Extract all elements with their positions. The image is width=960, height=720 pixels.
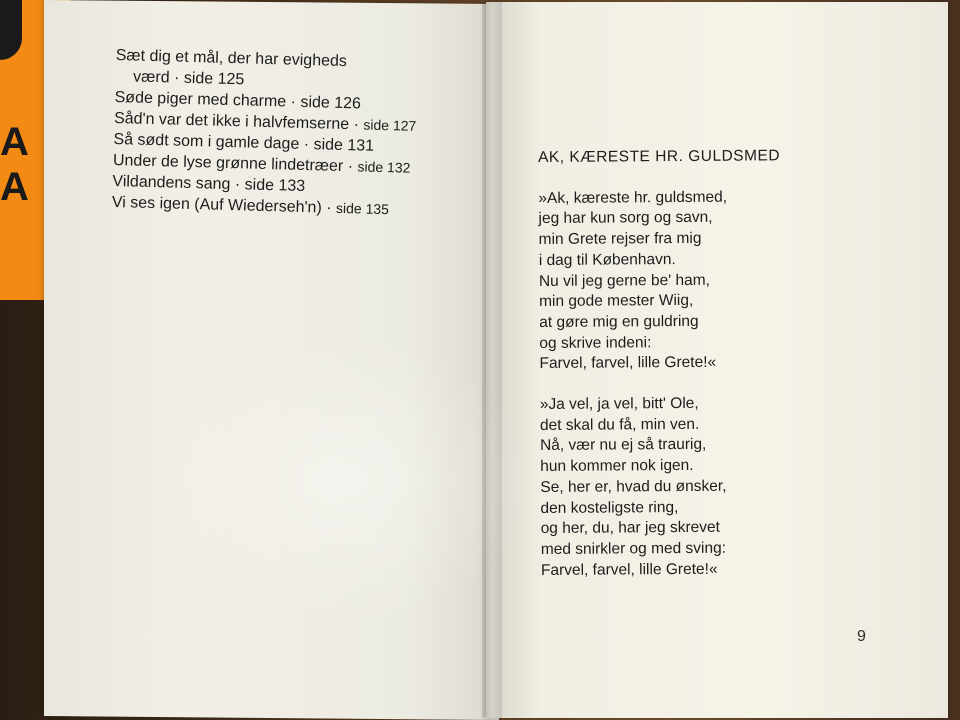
toc-page-ref: side 135 bbox=[335, 199, 390, 218]
toc-page-ref: side 132 bbox=[357, 158, 411, 176]
toc-page-ref: side 131 bbox=[313, 136, 375, 155]
verse-line: »Ak, kæreste hr. guldsmed, bbox=[538, 188, 728, 207]
verse-line: og skrive indeni: bbox=[539, 333, 652, 352]
verse-line: Nu vil jeg gerne be' ham, bbox=[538, 271, 710, 290]
song-text bbox=[538, 145, 921, 601]
toc-entry-title: Vi ses igen (Auf Wiederseh'n) bbox=[111, 193, 322, 217]
verse-line: at gøre mig en guldring bbox=[539, 312, 699, 331]
verse-line: det skal du få, min ven. bbox=[539, 415, 700, 434]
toc-separator: · bbox=[173, 69, 180, 87]
toc-separator: · bbox=[234, 176, 241, 194]
toc-entry-title: Sæt dig et mål, der har evigheds bbox=[115, 46, 348, 71]
toc-page-ref: side 133 bbox=[244, 176, 306, 195]
verse-line: hun kommer nok igen. bbox=[540, 457, 694, 476]
toc-entry-title: Så sødt som i gamle dage bbox=[113, 130, 300, 153]
stanza bbox=[538, 186, 919, 375]
toc-entry-title: Vildandens sang bbox=[112, 172, 231, 194]
toc-separator: · bbox=[326, 199, 332, 217]
verse-line: »Ja vel, ja vel, bitt' Ole, bbox=[539, 394, 699, 414]
toc-page-ref: side 127 bbox=[363, 116, 417, 134]
verse-line: Farvel, farvel, lille Grete!« bbox=[539, 354, 717, 373]
verse-line: min gode mester Wiig, bbox=[539, 292, 694, 311]
toc-entry-title: Søde piger med charme bbox=[114, 88, 287, 111]
verse-line: den kosteligste ring, bbox=[540, 498, 679, 517]
toc-separator: · bbox=[290, 93, 297, 111]
toc-page-ref: side 126 bbox=[300, 93, 362, 113]
toc-entry-title-cont: værd bbox=[132, 68, 170, 87]
book-gutter bbox=[482, 2, 502, 718]
table-of-contents bbox=[112, 45, 476, 222]
verse-line: min Grete rejser fra mig bbox=[538, 229, 702, 249]
verse-line: Se, her er, hvad du ønsker, bbox=[540, 477, 727, 496]
toc-entry-title: Såd'n var det ikke i halvfemserne bbox=[113, 109, 350, 134]
verse-line: med snirkler og med sving: bbox=[540, 539, 727, 558]
cover-letter: A bbox=[0, 165, 29, 209]
verse-line: i dag til København. bbox=[538, 250, 676, 269]
toc-separator: · bbox=[353, 116, 360, 134]
verse-line: Nå, vær nu ej så traurig, bbox=[540, 436, 707, 455]
toc-entry-title: Under de lyse grønne lindetræer bbox=[112, 151, 344, 175]
toc-page-ref: side 125 bbox=[183, 69, 245, 89]
toc-separator: · bbox=[347, 158, 354, 176]
page-number: 9 bbox=[857, 628, 866, 645]
cover-letter: A bbox=[0, 120, 29, 164]
stanza bbox=[540, 392, 921, 581]
song-title: AK, KÆRESTE HR. GULDSMED bbox=[538, 147, 781, 166]
toc-separator: · bbox=[303, 135, 310, 154]
verse-line: Farvel, farvel, lille Grete!« bbox=[540, 560, 718, 579]
verse-line: og her, du, har jeg skrevet bbox=[540, 518, 720, 538]
verse-line: jeg har kun sorg og savn, bbox=[538, 209, 713, 228]
